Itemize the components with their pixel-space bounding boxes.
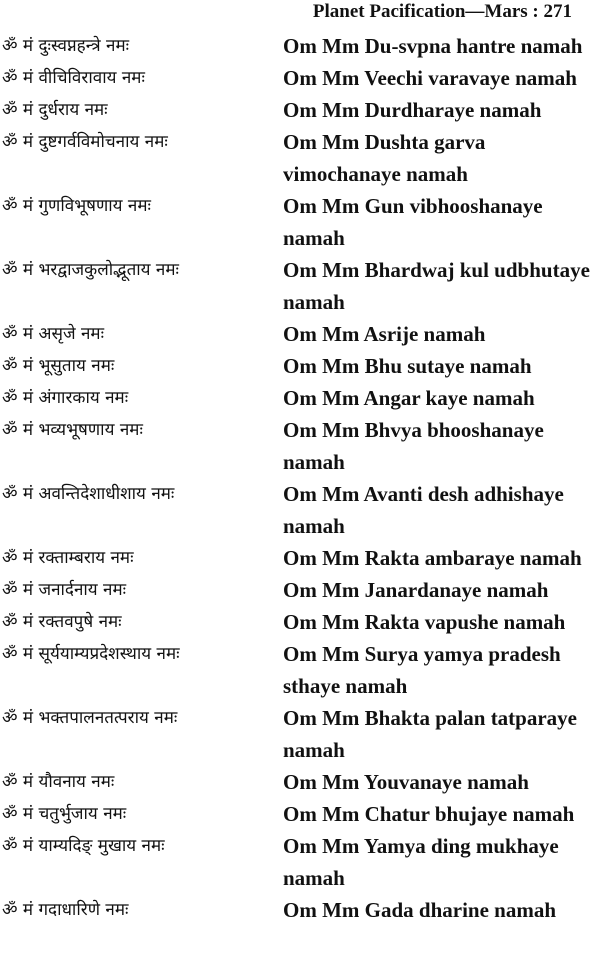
mantra-entry xyxy=(0,62,600,94)
transliteration: Om Mm Gun vibhooshanaye namah xyxy=(283,194,543,250)
mantra-entry xyxy=(0,318,600,350)
sanskrit-mantra: ॐ मं रक्ताम्बराय नमः xyxy=(2,548,134,568)
sanskrit-mantra: ॐ मं चतुर्भुजाय नमः xyxy=(2,804,127,824)
transliteration: Om Mm Rakta vapushe namah xyxy=(283,610,566,634)
mantra-entry xyxy=(0,350,600,382)
transliteration: Om Mm Asrije namah xyxy=(283,322,486,346)
sanskrit-mantra: ॐ मं अवन्तिदेशाधीशाय नमः xyxy=(2,484,175,504)
transliteration: Om Mm Chatur bhujaye namah xyxy=(283,802,575,826)
mantra-entry xyxy=(0,830,600,894)
transliteration: Om Mm Durdharaye namah xyxy=(283,98,542,122)
mantra-entry xyxy=(0,126,600,190)
transliteration: Om Mm Bhu sutaye namah xyxy=(283,354,532,378)
mantra-entry xyxy=(0,894,600,926)
transliteration: Om Mm Angar kaye namah xyxy=(283,386,535,410)
sanskrit-mantra: ॐ मं याम्यदिङ् मुखाय नमः xyxy=(2,836,165,856)
transliteration: Om Mm Bhakta palan tatparaye namah xyxy=(283,706,577,762)
sanskrit-mantra: ॐ मं वीचिविरावाय नमः xyxy=(2,68,145,88)
mantra-entry xyxy=(0,766,600,798)
sanskrit-mantra: ॐ मं भव्यभूषणाय नमः xyxy=(2,420,143,440)
mantra-entry xyxy=(0,254,600,318)
sanskrit-mantra: ॐ मं सूर्ययाम्यप्रदेशस्थाय नमः xyxy=(2,644,180,664)
sanskrit-mantra: ॐ मं गदाधारिणे नमः xyxy=(2,900,129,920)
transliteration: Om Mm Surya yamya pradesh sthaye namah xyxy=(283,642,561,698)
mantra-entry xyxy=(0,94,600,126)
transliteration: Om Mm Bhvya bhooshanaye namah xyxy=(283,418,544,474)
mantra-entry xyxy=(0,414,600,478)
sanskrit-mantra: ॐ मं भरद्वाजकुलोद्भूताय नमः xyxy=(2,260,179,280)
transliteration: Om Mm Yamya ding mukhaye namah xyxy=(283,834,559,890)
transliteration: Om Mm Avanti desh adhishaye namah xyxy=(283,482,564,538)
mantra-entry xyxy=(0,478,600,542)
mantra-entry xyxy=(0,702,600,766)
sanskrit-mantra: ॐ मं गुणविभूषणाय नमः xyxy=(2,196,151,216)
sanskrit-mantra: ॐ मं जनार्दनाय नमः xyxy=(2,580,127,600)
transliteration: Om Mm Gada dharine namah xyxy=(283,898,557,922)
mantra-entry xyxy=(0,606,600,638)
transliteration: Om Mm Du-svpna hantre namah xyxy=(283,34,583,58)
sanskrit-mantra: ॐ मं भूसुताय नमः xyxy=(2,356,115,376)
mantra-entry xyxy=(0,638,600,702)
sanskrit-mantra: ॐ मं यौवनाय नमः xyxy=(2,772,115,792)
mantra-entry xyxy=(0,382,600,414)
sanskrit-mantra: ॐ मं दुःस्वप्नहन्त्रे नमः xyxy=(2,36,130,56)
running-header: Planet Pacification—Mars : 271 xyxy=(312,1,572,22)
transliteration: Om Mm Rakta ambaraye namah xyxy=(283,546,582,570)
mantra-entry xyxy=(0,574,600,606)
transliteration: Om Mm Youvanaye namah xyxy=(283,770,529,794)
mantra-entry xyxy=(0,542,600,574)
transliteration: Om Mm Janardanaye namah xyxy=(283,578,549,602)
sanskrit-mantra: ॐ मं असृजे नमः xyxy=(2,324,105,344)
sanskrit-mantra: ॐ मं दुर्धराय नमः xyxy=(2,100,108,120)
transliteration: Om Mm Dushta garva vimochanaye namah xyxy=(283,130,486,186)
sanskrit-mantra: ॐ मं दुष्टगर्वविमोचनाय नमः xyxy=(2,132,168,152)
sanskrit-mantra: ॐ मं भक्तपालनतत्पराय नमः xyxy=(2,708,178,728)
mantra-entry xyxy=(0,798,600,830)
transliteration: Om Mm Veechi varavaye namah xyxy=(283,66,577,90)
mantra-entry xyxy=(0,190,600,254)
mantra-list xyxy=(0,30,600,926)
mantra-entry xyxy=(0,30,600,62)
transliteration: Om Mm Bhardwaj kul udbhutaye namah xyxy=(283,258,590,314)
sanskrit-mantra: ॐ मं रक्तवपुषे नमः xyxy=(2,612,122,632)
sanskrit-mantra: ॐ मं अंगारकाय नमः xyxy=(2,388,129,408)
